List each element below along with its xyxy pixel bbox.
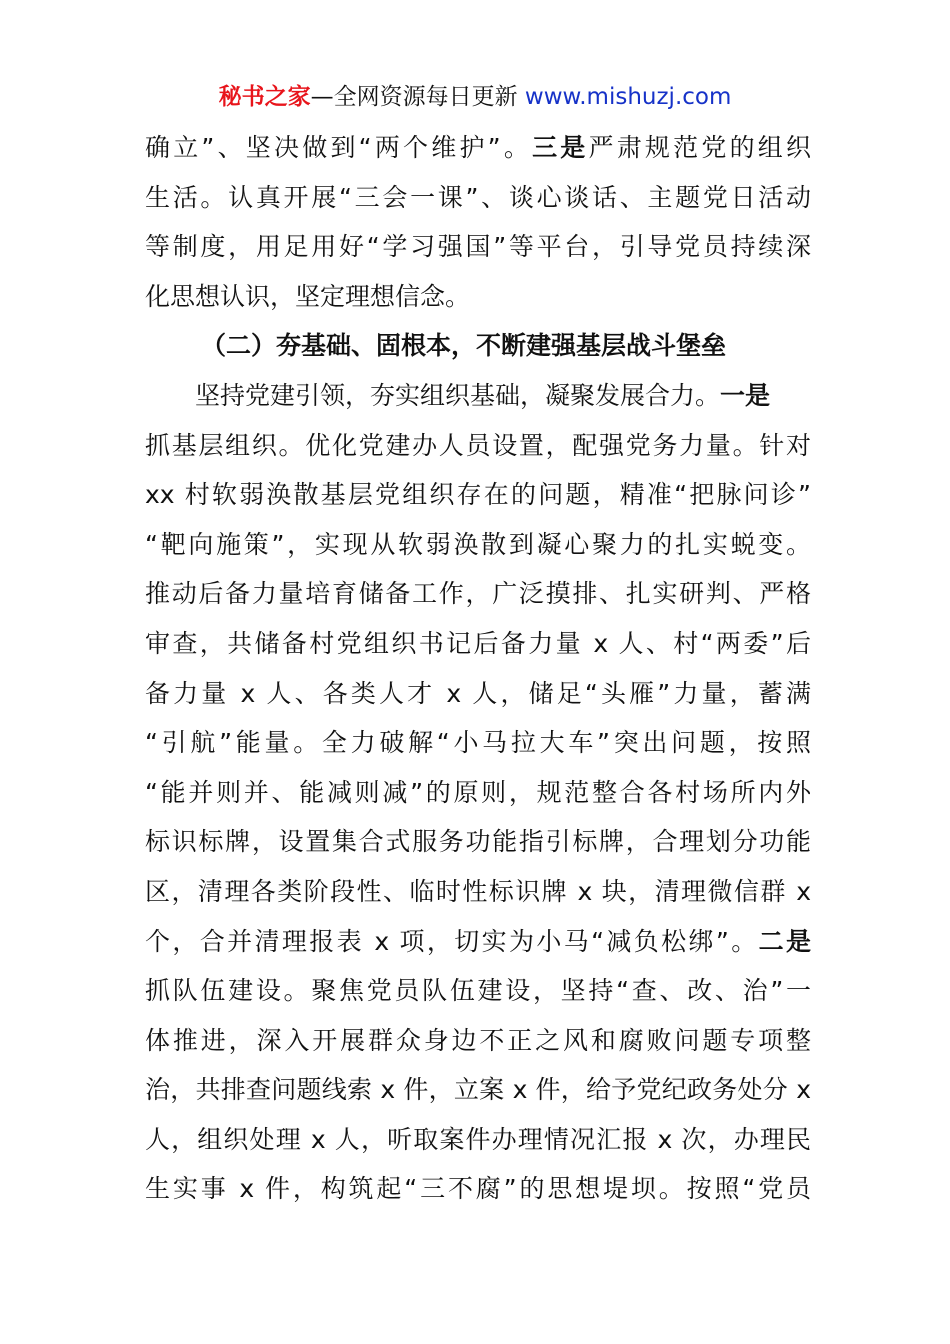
document-body bbox=[145, 123, 811, 1214]
text-line: 备力量 x 人、各类人才 x 人，储足“头雁”力量，蓄满 bbox=[145, 678, 811, 708]
text-line bbox=[145, 917, 811, 967]
text-line: “能并则并、能减则减”的原则，规范整合各村场所内外 bbox=[145, 777, 811, 807]
text-line: 区，清理各类阶段性、临时性标识牌 x 块，清理微信群 x bbox=[145, 876, 811, 906]
text-line: 推动后备力量培育储备工作，广泛摸排、扎实研判、严格 bbox=[145, 579, 811, 609]
site-brand: 秘书之家 bbox=[218, 84, 311, 110]
text-line: 等制度，用足用好“学习强国”等平台，引导党员持续深 bbox=[145, 232, 811, 262]
text-line: 抓基层组织。优化党建办人员设置，配强党务力量。针对 bbox=[145, 430, 811, 460]
text-line: 生实事 x 件，构筑起“三不腐”的思想堤坝。按照“党员 bbox=[145, 1174, 811, 1204]
section-heading: （二）夯基础、固根本，不断建强基层战斗堡垒 bbox=[201, 331, 727, 361]
text-line: 化思想认识，坚定理想信念。 bbox=[145, 281, 471, 311]
site-tagline: —全网资源每日更新 bbox=[310, 84, 525, 110]
text-span: 确立”、坚决做到“两个维护”。 bbox=[145, 133, 533, 162]
bold-marker: 二是 bbox=[758, 926, 811, 956]
text-line: 审查，共储备村党组织书记后备力量 x 人、村“两委”后 bbox=[145, 628, 811, 658]
text-line bbox=[145, 123, 811, 173]
bold-marker: 一是 bbox=[720, 380, 771, 410]
text-line: “引航”能量。全力破解“小马拉大车”突出问题，按照 bbox=[145, 728, 811, 758]
text-span: 坚持党建引领，夯实组织基础，凝聚发展合力。 bbox=[195, 380, 721, 410]
text-line: 体推进，深入开展群众身边不正之风和腐败问题专项整 bbox=[145, 1025, 811, 1055]
text-span: 严肃规范党的组织 bbox=[588, 133, 811, 162]
text-line: 人，组织处理 x 人，听取案件办理情况汇报 x 次，办理民 bbox=[145, 1124, 811, 1154]
bold-marker: 三是 bbox=[532, 133, 589, 162]
text-line: “靶向施策”，实现从软弱涣散到凝心聚力的扎实蜕变。 bbox=[145, 529, 811, 559]
text-line bbox=[145, 371, 811, 421]
text-line: 标识标牌，设置集合式服务功能指引标牌，合理划分功能 bbox=[145, 827, 811, 857]
site-url-link[interactable]: www.mishuzj.com bbox=[524, 84, 732, 110]
text-span: 个，合并清理报表 x 项，切实为小马“减负松绑”。 bbox=[145, 926, 759, 956]
site-header bbox=[0, 80, 950, 114]
text-line: 治，共排查问题线索 x 件，立案 x 件，给予党纪政务处分 x bbox=[145, 1075, 811, 1105]
text-line: 抓队伍建设。聚焦党员队伍建设，坚持“查、改、治”一 bbox=[145, 976, 811, 1006]
text-line: xx 村软弱涣散基层党组织存在的问题，精准“把脉问诊” bbox=[145, 480, 811, 510]
text-line: 生活。认真开展“三会一课”、谈心谈话、主题党日活动 bbox=[145, 182, 811, 212]
